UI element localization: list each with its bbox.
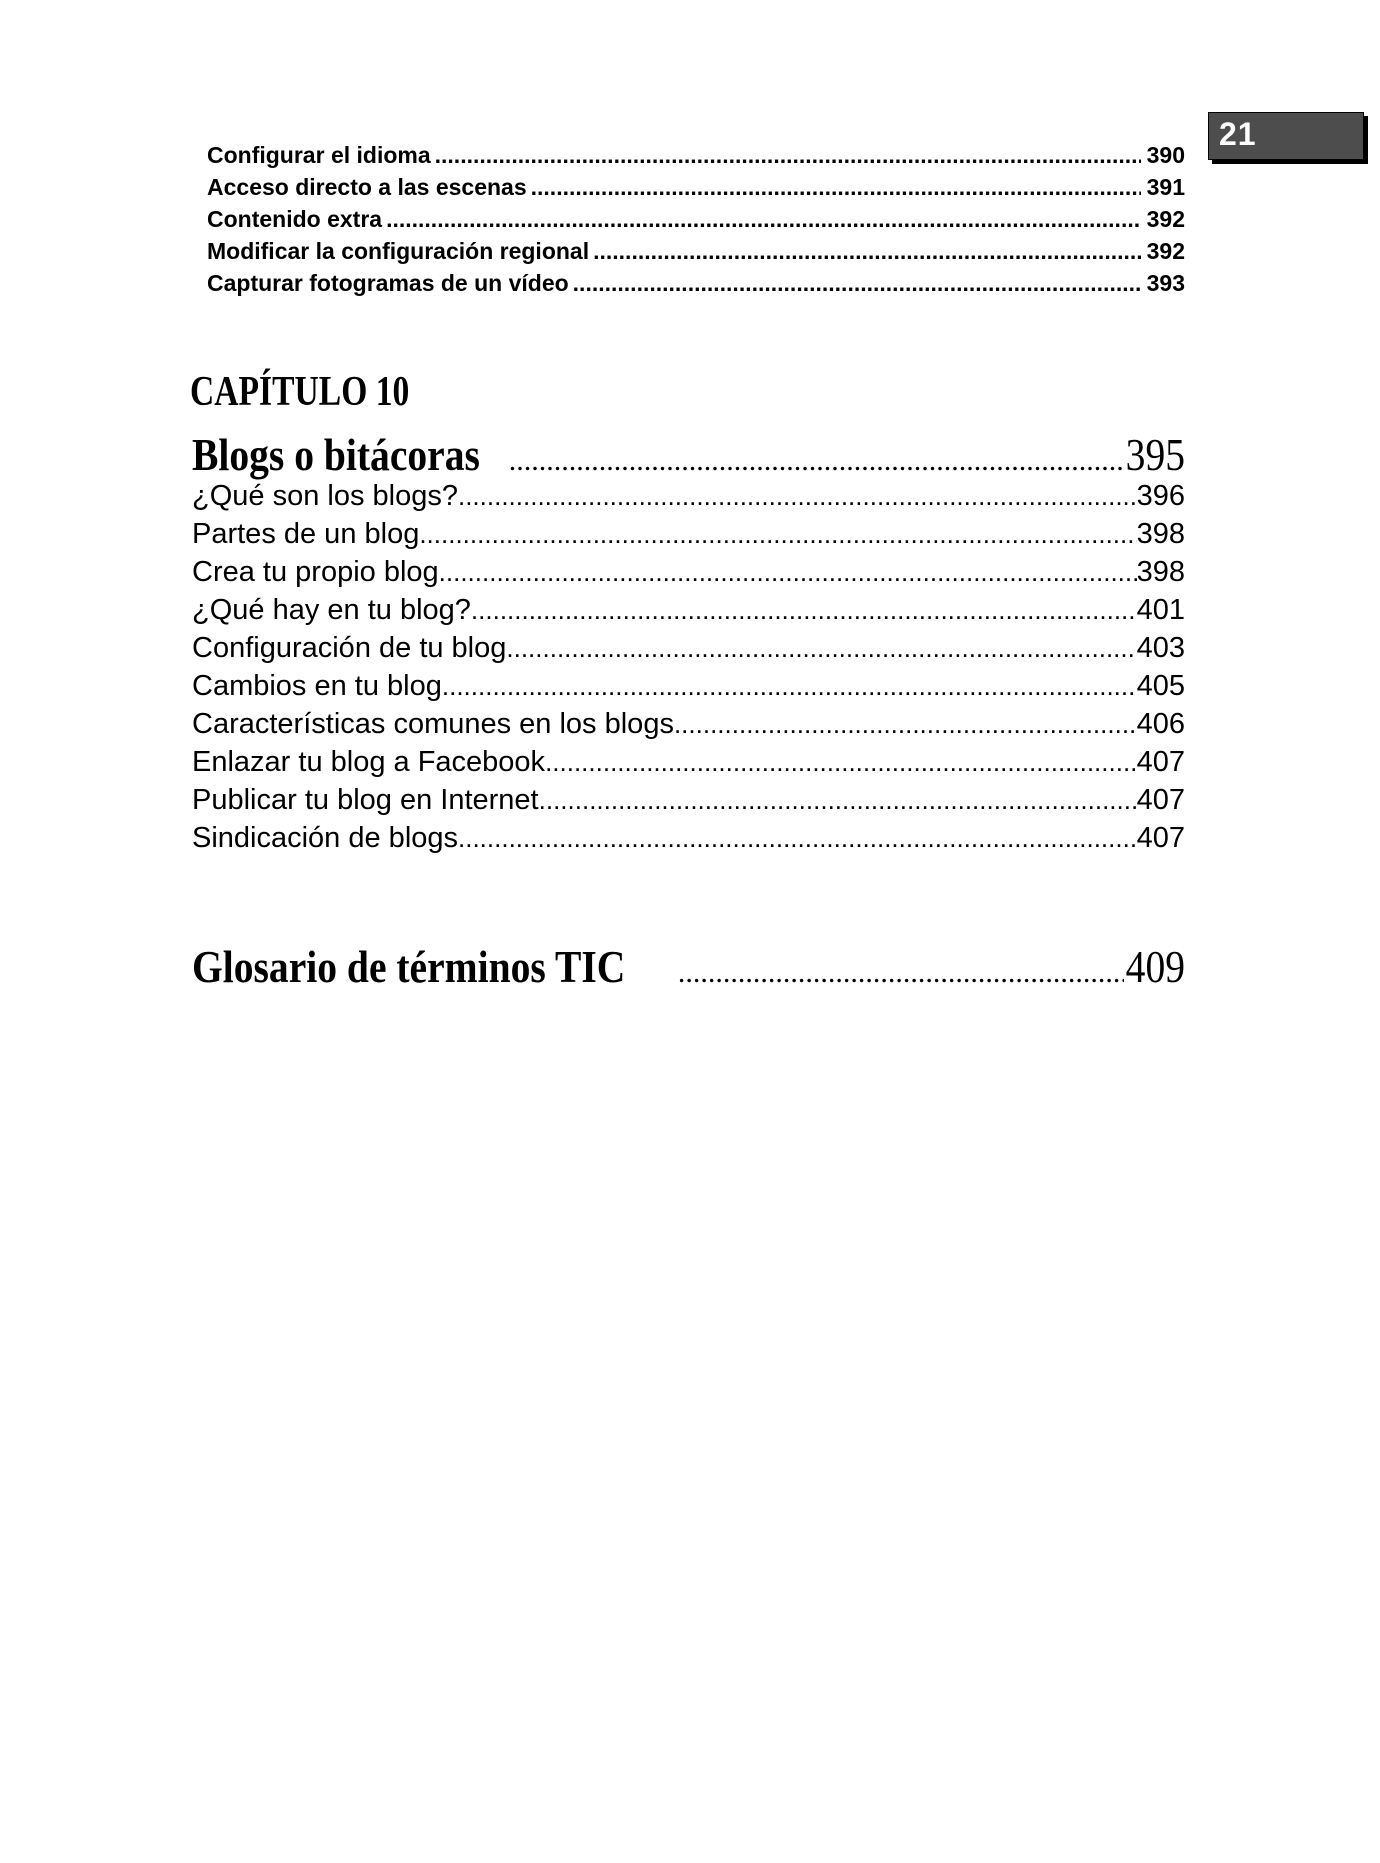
toc-entry[interactable] xyxy=(207,142,1185,172)
toc-entry-page: 406 xyxy=(1136,708,1185,740)
toc-entry-page: 393 xyxy=(1146,270,1185,296)
toc-entry-page: 407 xyxy=(1136,746,1185,778)
chapter-title-entry[interactable] xyxy=(192,428,1185,484)
toc-entry-page: 405 xyxy=(1136,670,1185,702)
toc-entry-title: ¿Qué hay en tu blog? xyxy=(192,594,471,626)
toc-entry-page: 392 xyxy=(1146,238,1185,264)
leader-dots xyxy=(435,142,1141,169)
toc-entry[interactable] xyxy=(192,746,1185,782)
glossary-page: 409 xyxy=(1125,941,1185,992)
leader-dots xyxy=(442,671,1137,702)
leader-dots xyxy=(439,557,1137,588)
toc-entry-title: Configurar el idioma xyxy=(207,142,431,168)
toc-entry[interactable] xyxy=(192,784,1185,820)
toc-entry-title: Contenido extra xyxy=(207,206,383,232)
chapter-label: CAPÍTULO 10 xyxy=(190,369,410,415)
page-number: 21 xyxy=(1219,116,1257,152)
glossary-title: Glosario de términos TIC xyxy=(192,941,626,992)
toc-entry-page: 396 xyxy=(1136,480,1185,512)
toc-entry-page: 398 xyxy=(1136,556,1185,588)
leader-dots xyxy=(386,206,1141,233)
toc-entry-title: Enlazar tu blog a Facebook xyxy=(192,746,546,778)
toc-entry-title: Modificar la configuración regional xyxy=(207,238,590,264)
toc-entry[interactable] xyxy=(207,174,1185,204)
leader-dots xyxy=(509,444,1124,478)
toc-entry-title: ¿Qué son los blogs? xyxy=(192,480,458,512)
toc-entry-page: 391 xyxy=(1146,174,1185,200)
leader-dots xyxy=(506,633,1136,664)
leader-dots xyxy=(678,956,1124,990)
toc-entry[interactable] xyxy=(192,480,1185,516)
leader-dots xyxy=(593,238,1141,265)
toc-entry[interactable] xyxy=(192,594,1185,630)
toc-entry[interactable] xyxy=(207,270,1185,300)
chapter-title: Blogs o bitácoras xyxy=(192,429,480,480)
toc-entry[interactable] xyxy=(207,238,1185,268)
toc-entry-title: Sindicación de blogs xyxy=(192,822,459,854)
leader-dots xyxy=(674,709,1137,740)
toc-entry-page: 403 xyxy=(1136,632,1185,664)
leader-dots xyxy=(458,481,1137,512)
leader-dots xyxy=(545,747,1137,778)
toc-entry-page: 390 xyxy=(1146,142,1185,168)
toc-entry[interactable] xyxy=(207,206,1185,236)
leader-dots xyxy=(531,174,1141,201)
toc-entry[interactable] xyxy=(192,822,1185,858)
chapter-page: 395 xyxy=(1125,429,1185,480)
leader-dots xyxy=(539,785,1137,816)
leader-dots xyxy=(419,519,1136,550)
leader-dots xyxy=(458,823,1137,854)
leader-dots xyxy=(471,595,1137,626)
toc-entry-title: Publicar tu blog en Internet xyxy=(192,784,539,816)
toc-entry-page: 407 xyxy=(1136,784,1185,816)
toc-entry[interactable] xyxy=(192,632,1185,668)
toc-entry[interactable] xyxy=(192,556,1185,592)
toc-entry-page: 407 xyxy=(1136,822,1185,854)
toc-entry[interactable] xyxy=(192,518,1185,554)
toc-entry-title: Crea tu propio blog xyxy=(192,556,439,588)
glossary-entry[interactable] xyxy=(192,940,1185,996)
toc-entry-title: Partes de un blog xyxy=(192,518,420,550)
toc-entry-title: Capturar fotogramas de un vídeo xyxy=(207,270,569,296)
toc-entry-page: 392 xyxy=(1146,206,1185,232)
toc-entry[interactable] xyxy=(192,670,1185,706)
toc-entry-page: 398 xyxy=(1136,518,1185,550)
toc-entry-page: 401 xyxy=(1136,594,1185,626)
toc-entry-title: Características comunes en los blogs xyxy=(192,708,674,740)
page-number-tab xyxy=(1208,112,1364,160)
leader-dots xyxy=(573,270,1141,297)
toc-entry[interactable] xyxy=(192,708,1185,744)
toc-entry-title: Acceso directo a las escenas xyxy=(207,174,527,200)
toc-entry-title: Configuración de tu blog xyxy=(192,632,507,664)
toc-entry-title: Cambios en tu blog xyxy=(192,670,442,702)
